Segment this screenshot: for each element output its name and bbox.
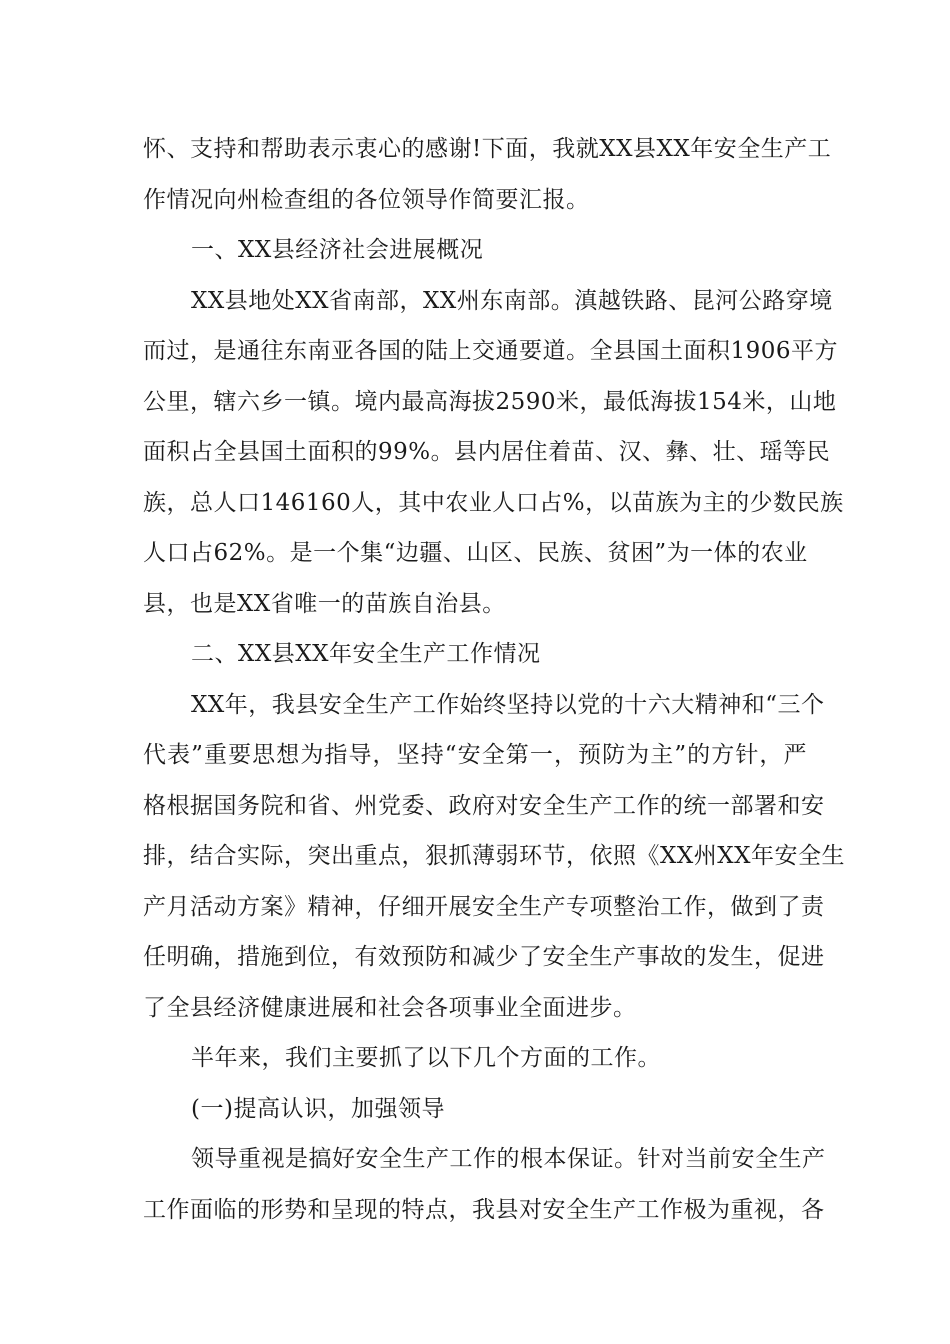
text-line: 工作面临的形势和呈现的特点，我县对安全生产工作极为重视，各: [143, 1196, 825, 1223]
text-line: 作情况向州检查组的各位领导作简要汇报。: [143, 186, 590, 213]
text-line: 产月活动方案》精神，仔细开展安全生产专项整治工作，做到了责: [143, 893, 825, 920]
text-line: 领导重视是搞好安全生产工作的根本保证。针对当前安全生产: [191, 1146, 826, 1172]
document-body: [143, 124, 845, 1235]
text-line: 任明确，措施到位，有效预防和减少了安全生产事故的发生，促进: [143, 944, 825, 970]
text-line: 公里，辖六乡一镇。境内最高海拔2590米，最低海拔154米，山地: [143, 388, 837, 415]
text-line: 了全县经济健康进展和社会各项事业全面进步。: [143, 994, 637, 1021]
text-line: 族，总人口146160人，其中农业人口占%，以苗族为主的少数民族: [143, 489, 844, 516]
text-line: 半年来，我们主要抓了以下几个方面的工作。: [191, 1045, 661, 1071]
text-line: 排，结合实际，突出重点，狠抓薄弱环节，依照《XX州XX年安全生: [143, 843, 845, 869]
text-line: 面积占全县国土面积的99%。县内居住着苗、汉、彝、壮、瑶等民: [143, 439, 831, 465]
text-line: 怀、支持和帮助表示衷心的感谢!下面，我就XX县XX年安全生产工: [143, 136, 832, 162]
text-line: XX县地处XX省南部，XX州东南部。滇越铁路、昆河公路穿境: [191, 287, 833, 314]
text-line: 人口占62%。是一个集“边疆、山区、民族、贫困”为一体的农业: [143, 540, 808, 566]
text-line: 格根据国务院和省、州党委、政府对安全生产工作的统一部署和安: [143, 792, 825, 819]
subsection-heading: (一)提高认识，加强领导: [191, 1095, 445, 1122]
text-line: 代表”重要思想为指导，坚持“安全第一，预防为主”的方针，严: [143, 742, 807, 768]
text-line: 县，也是XX省唯一的苗族自治县。: [143, 590, 506, 617]
section-heading: 二、XX县XX年安全生产工作情况: [191, 641, 541, 667]
section-heading: 一、XX县经济社会进展概况: [191, 237, 484, 263]
text-line: XX年，我县安全生产工作始终坚持以党的十六大精神和“三个: [191, 691, 825, 718]
text-line: 而过，是通往东南亚各国的陆上交通要道。全县国土面积1906平方: [143, 338, 839, 364]
